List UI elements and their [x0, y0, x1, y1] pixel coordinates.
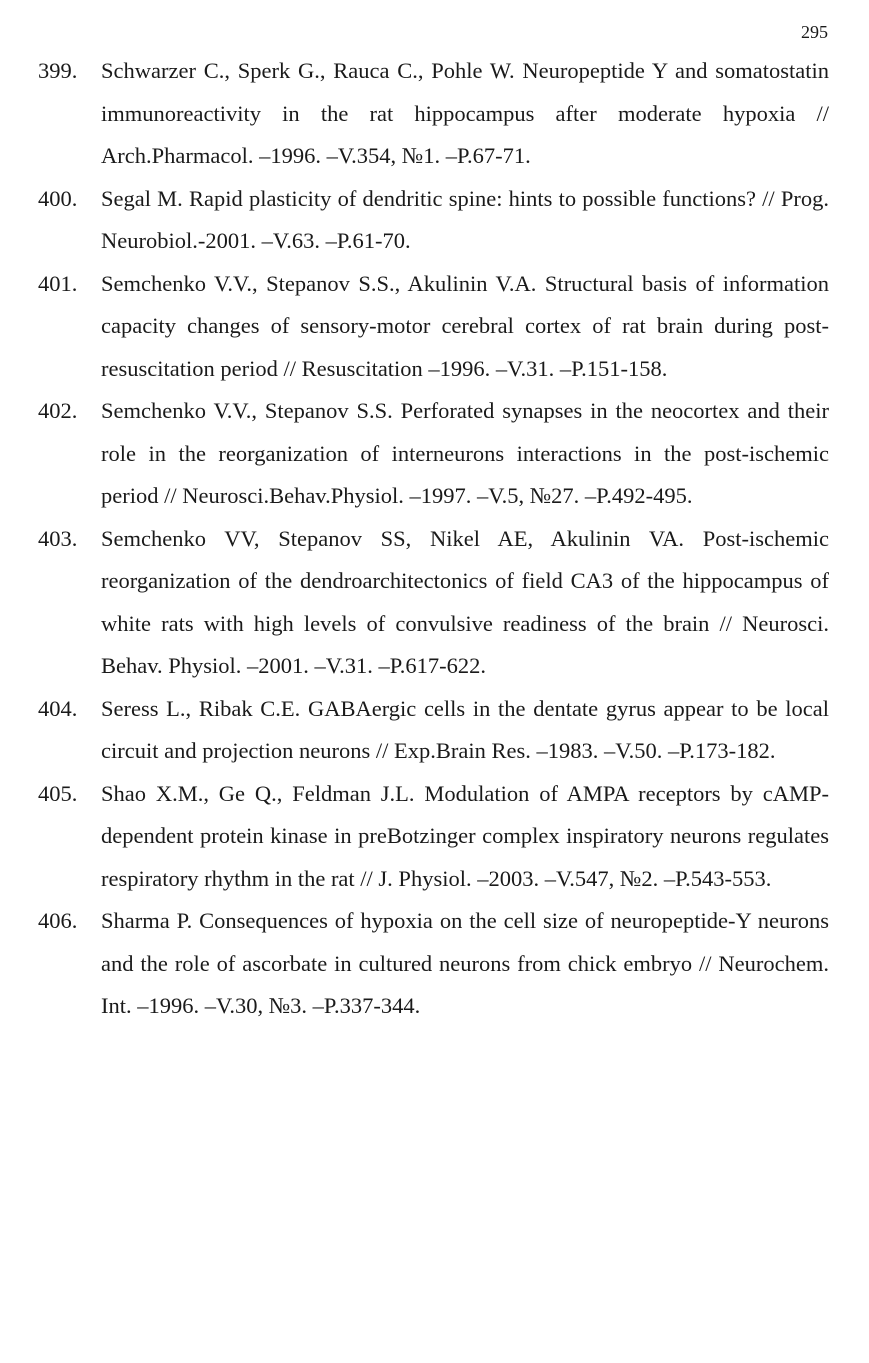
reference-item: [0, 50, 869, 178]
reference-item: [0, 900, 869, 1028]
reference-number: 406.: [38, 908, 78, 933]
reference-text: Semchenko V.V., Stepanov S.S. Perforated synapses in the neocortex and their role in the reorganization of interneurons interactions in the post-ischemic period // Neurosci.Behav.Physiol. –1997. –V.5, №27. –P.492-495.: [101, 398, 829, 508]
reference-number: 400.: [38, 185, 78, 211]
reference-number: 404.: [38, 695, 78, 721]
reference-number: 405.: [38, 780, 78, 806]
reference-text: Sharma P. Consequences of hypoxia on the cell size of neuropeptide-Y neurons and the role of ascorbate in cultured neurons from chick embryo // Neurochem. Int. –1996. –V.30, №3. –P.337-344.: [101, 908, 829, 1018]
page-number: 295: [801, 22, 828, 42]
reference-text: Seress L., Ribak C.E. GABAergic cells in the dentate gyrus appear to be local circuit and projection neurons // Exp.Brain Res. –1983. –V.50. –P.173-182.: [101, 695, 829, 763]
reference-item: [0, 178, 869, 263]
reference-number: 402.: [38, 398, 78, 423]
reference-item: [0, 390, 869, 518]
reference-text: Schwarzer C., Sperk G., Rauca C., Pohle W. Neuropeptide Y and somatostatin immunoreactivity in the rat hippocampus after moderate hypoxia // Arch.Pharmacol. –1996. –V.354, №1. –P.67-71.: [101, 58, 829, 168]
reference-item: [0, 263, 869, 391]
reference-text: Segal M. Rapid plasticity of dendritic spine: hints to possible functions? // Prog. Neurobiol.-2001. –V.63. –P.61-70.: [101, 185, 829, 253]
reference-item: [0, 688, 869, 773]
reference-text: Shao X.M., Ge Q., Feldman J.L. Modulation of AMPA receptors by cAMP-dependent protein kinase in preBotzinger complex inspiratory neurons regulates respiratory rhythm in the rat // J. Physiol. –2003. –V.547, №2. –P.543-553.: [101, 780, 829, 891]
reference-list: [0, 50, 869, 1028]
reference-item: [0, 773, 869, 901]
reference-item: [0, 518, 869, 688]
reference-text: Semchenko V.V., Stepanov S.S., Akulinin V.A. Structural basis of information capacity changes of sensory-motor cerebral cortex of rat brain during post-resuscitation period // Resuscitation –1996. –V.31. –P.151-158.: [101, 270, 829, 381]
reference-number: 403.: [38, 525, 78, 551]
reference-number: 399.: [38, 58, 78, 83]
reference-number: 401.: [38, 270, 78, 296]
reference-text: Semchenko VV, Stepanov SS, Nikel AE, Akulinin VA. Post-ischemic reorganization of the dendroarchitectonics of field CA3 of the hippocampus of white rats with high levels of convulsive readiness of the brain // Neurosci. Behav. Physiol. –2001. –V.31. –P.617-622.: [101, 525, 829, 678]
